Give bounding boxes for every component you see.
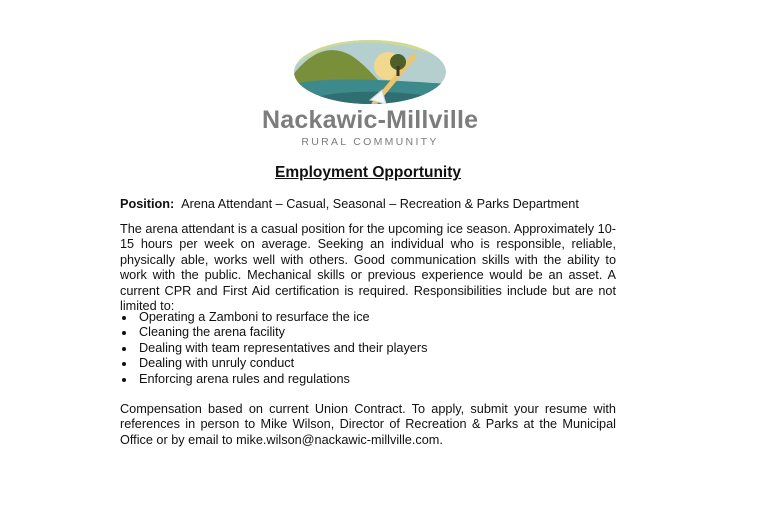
- application-paragraph: Compensation based on current Union Contract. To apply, submit your resume with references in person to Mike Wilson, Director of Recreation & Parks at the Municipal Office or by email to mike.wilson@nackawic-millville.com.: [120, 402, 616, 447]
- position-value: Arena Attendant – Casual, Seasonal – Recreation & Parks Department: [181, 197, 579, 211]
- responsibilities-list: [120, 310, 616, 387]
- community-logo: [262, 36, 478, 152]
- description-paragraph: The arena attendant is a casual position for the upcoming ice season. Approximately 10-15 hours per week on average. Seeking an individual who is responsible, reliable, physically able, works well with others. Good communication skills with the ability to work with the public. Mechanical skills or previous experience would be an asset. A current CPR and First Aid certification is required. Responsibilities include but are not limited to:: [120, 222, 616, 314]
- list-item: Enforcing arena rules and regulations: [120, 372, 616, 387]
- list-item: Dealing with team representatives and their players: [120, 341, 616, 356]
- list-item: Dealing with unruly conduct: [120, 356, 616, 371]
- landscape-emblem-icon: [292, 38, 448, 106]
- position-line: [120, 197, 620, 211]
- community-subtitle: RURAL COMMUNITY: [301, 136, 439, 148]
- list-item: Operating a Zamboni to resurface the ice: [120, 310, 616, 325]
- page-title: Employment Opportunity: [275, 164, 461, 181]
- community-name: Nackawic-Millville: [262, 106, 479, 134]
- list-item: Cleaning the arena facility: [120, 325, 616, 340]
- position-label: Position:: [120, 197, 175, 211]
